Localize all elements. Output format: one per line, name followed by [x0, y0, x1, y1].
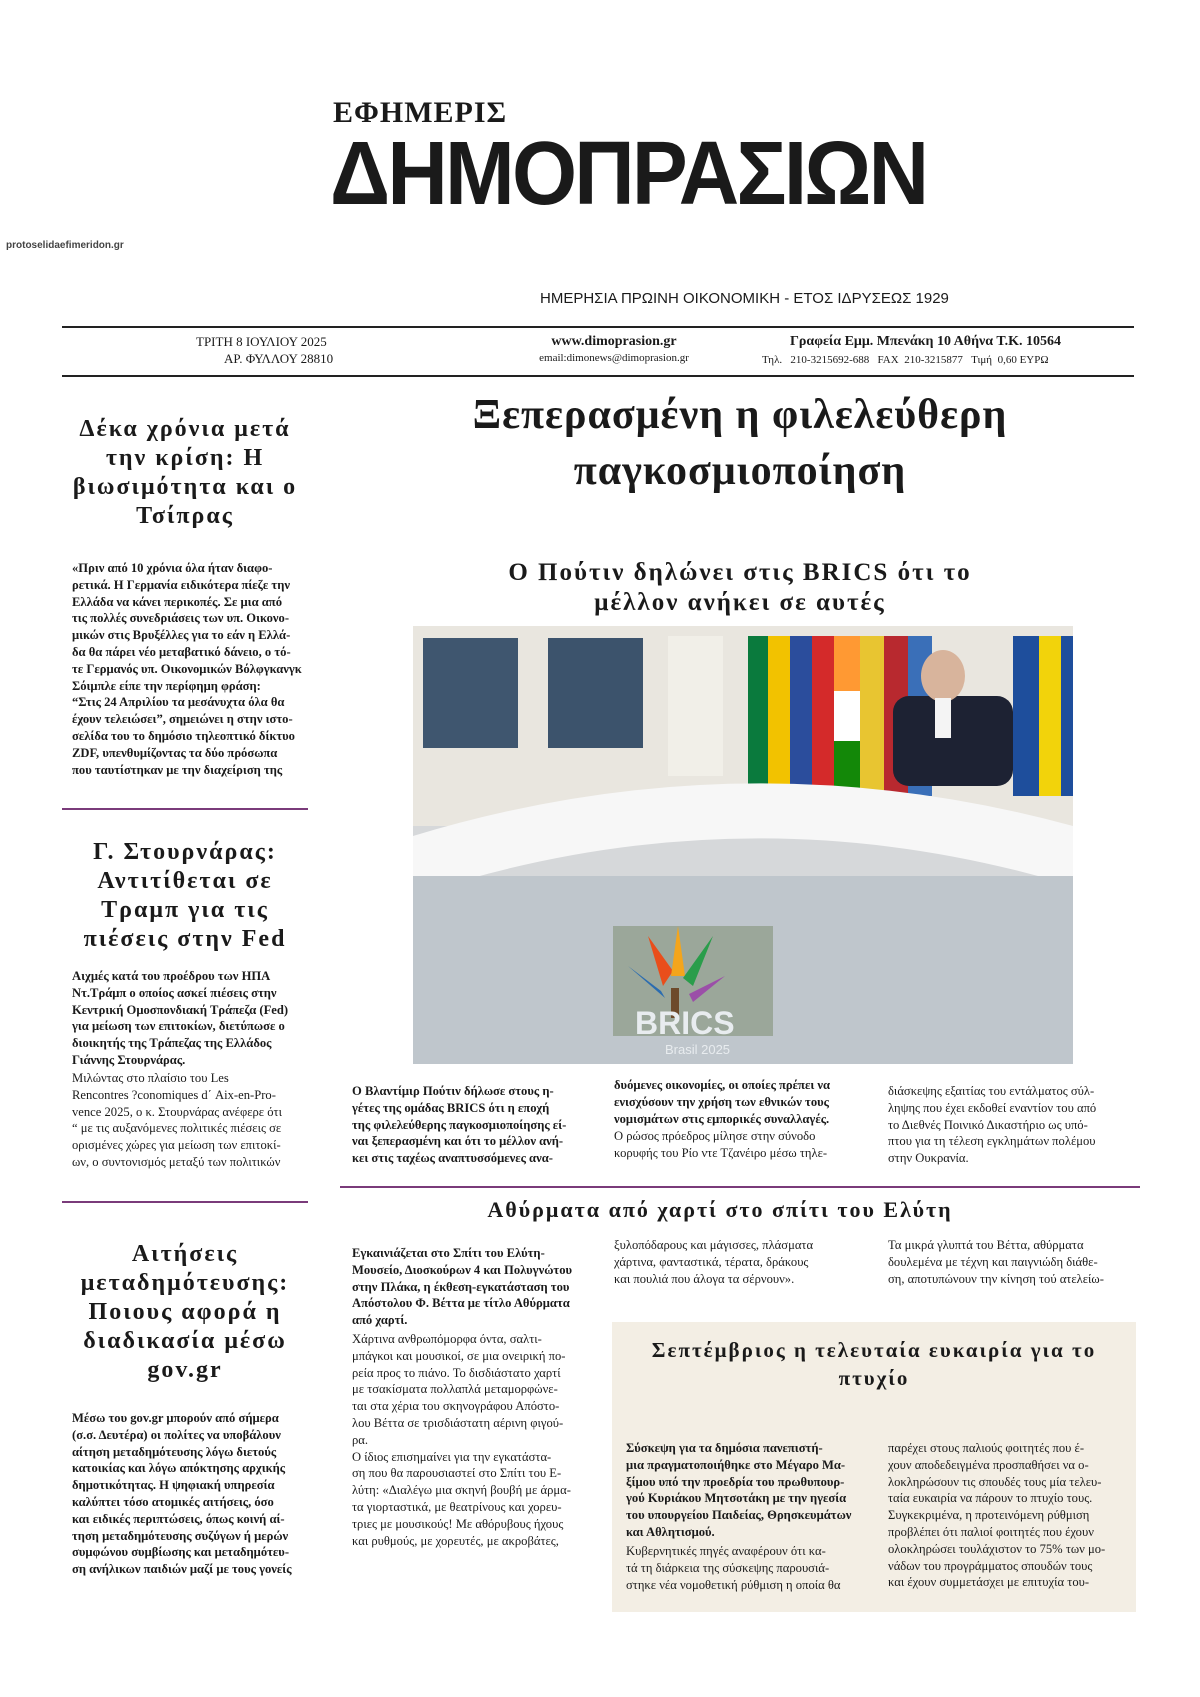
- text-line: για μείωση των επιτοκίων, διετύπωσε ο: [72, 1019, 285, 1034]
- text-line: χάρτινα, φανταστικά, τέρατα, δράκους: [614, 1254, 809, 1269]
- text-line: καλύπτει τόσο ατομικές αιτήσεις, όσο: [72, 1494, 274, 1509]
- text-line: γού Κυριάκου Μητσοτάκη με την ηγεσία: [626, 1491, 847, 1506]
- text-line: λύτη: «Διαλέγω μια σκηνή βουβή με άρμα-: [352, 1483, 571, 1498]
- text-line: και πουλιά που άλογα τα σέρνουν».: [614, 1271, 795, 1286]
- text-line: ZDF, υπενθυμίζοντας τα δύο πρόσωπα: [72, 745, 278, 760]
- text-line: τις πολλές συνεδριάσεις των υπ. Οικονο-: [72, 611, 290, 626]
- office-address: Γραφεία Εμμ. Μπενάκη 10 Αθήνα Τ.Κ. 10564: [790, 334, 1062, 349]
- top-rule: [62, 326, 1134, 328]
- text-line: από χαρτί.: [352, 1313, 408, 1328]
- text-line: τά τη διάρκεια της σύσκεψης παρουσιά-: [626, 1560, 830, 1575]
- text-line: συμφώνου συμβίωσης και μεταδημότευ-: [72, 1545, 290, 1560]
- text-line: μπάγκοι και μουσικοί, σε μια ονειρική πο-: [352, 1348, 566, 1363]
- text-line: κει στις ταχέως αναπτυσσόμενες ανα-: [352, 1151, 553, 1166]
- main-col2-bold: [614, 1077, 860, 1127]
- text-line: Ο ίδιος επισημαίνει για την εγκατάστα-: [352, 1449, 552, 1464]
- text-line: ξίμου υπό την προεδρία του πρωθυπουρ-: [626, 1474, 845, 1489]
- issue-number: ΑΡ. ΦΥΛΛΟΥ 28810: [224, 351, 334, 366]
- text-line: νάδων του προγράμματος σπουδών τους: [888, 1558, 1093, 1573]
- text-line: τα γιορταστικά, με θεατρίνους και χορευ-: [352, 1499, 562, 1514]
- text-line: ση, αποτυπώνουν την κίνηση τού ατελείω-: [888, 1271, 1104, 1286]
- main-col3-body: [888, 1083, 1138, 1167]
- text-line: Σόιμπλε είπε την περίφημη φράση:: [72, 678, 261, 693]
- text-line: Μέσω του gov.gr μπορούν από σήμερα: [72, 1411, 279, 1425]
- text-line: ναι ξεπερασμένη και ότι το μέλλον ανή-: [352, 1134, 564, 1149]
- text-line: και Αθλητισμού.: [626, 1524, 715, 1539]
- text-line: λοκληρώσουν τις σπουδές τους μία τελευ-: [888, 1474, 1102, 1489]
- text-line: νομισμάτων στις εμπορικές συναλλαγές.: [614, 1111, 830, 1126]
- left-divider-1: [62, 808, 308, 810]
- text-line: δημοτικότητας. Η ψηφιακή υπηρεσία: [72, 1478, 275, 1493]
- text-line: έχουν τελειώσει”, σημειώνει η στην ιστο-: [72, 712, 293, 727]
- issue-date: ΤΡΙΤΗ 8 ΙΟΥΛΙΟΥ 2025: [196, 334, 327, 349]
- text-line: ολοκληρώσει τουλάχιστον το 75% των μο-: [888, 1541, 1106, 1556]
- text-line: Γιάννης Στουρνάρας.: [72, 1052, 186, 1067]
- price-label: Τιμή: [971, 354, 993, 366]
- elytis-headline[interactable]: Αθύρματα από χαρτί στο σπίτι του Ελύτη: [487, 1197, 953, 1222]
- text-line: δουλεμένα με τέχνη και παιγνιώδη διάθε-: [888, 1254, 1098, 1269]
- masthead-small-title: ΕΦΗΜΕΡΙΣ: [333, 96, 508, 129]
- text-line: Χάρτινα ανθρωπόμορφα όντα, σαλτι-: [352, 1332, 542, 1346]
- text-line: ορισμένες χώρες για μείωση των επιτοκί-: [72, 1138, 281, 1153]
- main-divider: [340, 1186, 1140, 1188]
- main-subhead[interactable]: Ο Πούτιν δηλώνει στις BRICS ότι το μέλλον ανήκει σε αυτές: [508, 559, 972, 616]
- text-line: ταία ευκαιρία να πάρουν το πτυχίο τους.: [888, 1491, 1093, 1506]
- text-line: γέτες της ομάδας BRICS ότι η εποχή: [352, 1100, 550, 1115]
- left2-body: [72, 1070, 308, 1171]
- text-line: ρεία προς το πιάνο. Το δισδιάστατο χαρτί: [352, 1365, 561, 1380]
- text-line: Απόστολου Φ. Βέττα με τίτλο Αθύρματα: [352, 1296, 570, 1311]
- september-headline[interactable]: Σεπτέμβριος η τελευταία ευκαιρία για το πτυχίο: [651, 1338, 1097, 1390]
- text-line: στην Πλάκα, η έκθεση-εγκατάσταση του: [352, 1279, 570, 1294]
- text-line: ρα.: [352, 1432, 369, 1447]
- september-col1-bold: [626, 1440, 862, 1541]
- text-line: ρετικά. Η Γερμανία ειδικότερα πίεζε την: [72, 577, 290, 592]
- text-line: αίτηση μεταδημότευσης λόγω διετούς: [72, 1444, 277, 1459]
- elytis-col3-body: [888, 1237, 1138, 1287]
- main-col2-body: [614, 1128, 860, 1162]
- main-col1-bold: [352, 1083, 582, 1167]
- text-line: διοικητής της Τράπεζας της Ελλάδος: [72, 1036, 272, 1051]
- email-link[interactable]: email:dimonews@dimoprasion.gr: [539, 352, 689, 364]
- text-line: στηκε νέα νομοθετική ρύθμιση η οποία θα: [626, 1577, 841, 1592]
- text-line: Συγκεκριμένα, η προτεινόμενη ρύθμιση: [888, 1508, 1090, 1523]
- phone-label: Τηλ.: [762, 354, 783, 366]
- text-line: Αιχμές κατά του προέδρου των ΗΠΑ: [72, 969, 271, 983]
- watermark: protoselidaefimeridon.gr: [6, 240, 124, 251]
- text-line: Ο Βλαντίμιρ Πούτιν δήλωσε στους η-: [352, 1084, 554, 1098]
- text-line: στην Ουκρανία.: [888, 1151, 969, 1166]
- text-line: τε Γερμανός υπ. Οικονομικών Βόλφγκανγκ: [72, 661, 302, 676]
- website-link[interactable]: www.dimoprasion.gr: [551, 334, 677, 349]
- text-line: δα θα πάρει νέο μεταβατικό δάνειο, ο τό-: [72, 644, 291, 659]
- text-line: Τα μικρά γλυπτά του Βέττα, αθύρματα: [888, 1238, 1084, 1252]
- masthead-tagline: ΗΜΕΡΗΣΙΑ ΠΡΩΙΝΗ ΟΙΚΟΝΟΜΙΚΗ - ΕΤΟΣ ΙΔΡΥΣΕΩΣ 1929: [540, 290, 949, 307]
- fax-number: 210-3215877: [904, 354, 963, 366]
- text-line: Κεντρική Ομοσπονδιακή Τράπεζα (Fed): [72, 1002, 289, 1017]
- text-line: και ρυθμούς, με χορευτές, με ακροβάτες,: [352, 1533, 559, 1548]
- left3-headline[interactable]: Αιτήσεις μεταδημότευσης: Ποιους αφορά η διαδικασία μέσω gov.gr: [80, 1241, 290, 1383]
- text-line: ενισχύσουν την χρήση των εθνικών τους: [614, 1094, 829, 1109]
- text-line: το Διεθνές Ποινικό Δικαστήριο ως υπό-: [888, 1117, 1088, 1132]
- text-line: της φιλελεύθερης παγκοσμιοποίησης εί-: [352, 1117, 567, 1132]
- text-line: μια πραγματοποιήθηκε στο Μέγαρο Μα-: [626, 1457, 846, 1472]
- text-line: λου Βέττα σε τρισδιάστατη αέρινη φιγού-: [352, 1415, 564, 1430]
- text-line: ση που θα παρουσιαστεί στο Σπίτι του Ε-: [352, 1466, 562, 1481]
- elytis-col2-body: [614, 1237, 860, 1287]
- text-line: που ταυτίστηκαν με την διαχείριση της: [72, 762, 283, 777]
- text-line: του υπουργείου Παιδείας, Θρησκευμάτων: [626, 1508, 852, 1523]
- text-line: ξυλοπόδαρους και μάγισσες, πλάσματα: [614, 1238, 814, 1252]
- fax-label: FAX: [877, 354, 899, 366]
- left3-body-bold: [72, 1410, 308, 1578]
- text-line: σελίδα του το δημόσιο τηλεοπτικό δίκτυο: [72, 728, 295, 743]
- contact-line: [762, 353, 1142, 368]
- text-line: πτου για τη τέλεση εγκλημάτων πολέμου: [888, 1134, 1096, 1149]
- main-headline[interactable]: Ξεπερασμένη η φιλελεύθερη παγκοσμιοποίηση: [472, 392, 1008, 494]
- photo-brics-subtext: Brasil 2025: [665, 1042, 731, 1057]
- text-line: προβλέπει ότι παλιοί φοιτητές που έχουν: [888, 1524, 1094, 1539]
- text-line: δυόμενες οικονομίες, οι οποίες πρέπει να: [614, 1078, 831, 1092]
- text-line: τηση μεταδημότευσης συζύγων ή μερών: [72, 1528, 289, 1543]
- text-line: ων, ο συντονισμός μεταξύ των πολιτικών: [72, 1154, 281, 1169]
- text-line: κορυφής του Ρίο ντε Τζανέιρο μέσω τηλε-: [614, 1145, 828, 1160]
- text-line: Ο ρώσος πρόεδρος μίλησε στην σύνοδο: [614, 1129, 816, 1143]
- text-line: ληψης που έχει εκδοθεί εναντίον του από: [888, 1100, 1097, 1115]
- elytis-col1-bold: [352, 1245, 588, 1329]
- text-line: μικών στις Βρυξέλλες για το εάν η Ελλά-: [72, 628, 291, 643]
- text-line: “Στις 24 Απριλίου τα μεσάνυχτα όλα θα: [72, 695, 285, 710]
- text-line: Rencontres ?conomiques d΄ Aix-en-Pro-: [72, 1087, 276, 1102]
- text-line: Σύσκεψη για τα δημόσια πανεπιστή-: [626, 1441, 823, 1455]
- header-bottom-rule: [62, 375, 1134, 377]
- masthead-title: ΔΗΜΟΠΡΑΣΙΩΝ: [330, 124, 927, 224]
- text-line: διάσκεψης εξαιτίας του εντάλματος σύλ-: [888, 1084, 1095, 1098]
- left1-body: [72, 560, 308, 778]
- text-line: Ελλάδα να κάνει περικοπές. Σε μια από: [72, 594, 282, 609]
- text-line: ση ανήλικων παιδιών μαζί με τους γονείς: [72, 1562, 292, 1577]
- text-line: Μιλώντας στο πλαίσιο του Les: [72, 1071, 229, 1085]
- left1-headline[interactable]: Δέκα χρόνια μετά την κρίση: Η βιωσιμότητα και ο Τσίπρας: [72, 416, 298, 529]
- text-line: και ειδικές περιπτώσεις, όπως κοινή αί-: [72, 1511, 285, 1526]
- september-col2-body: [888, 1440, 1128, 1591]
- elytis-col1-body: [352, 1331, 588, 1549]
- text-line: χουν αποδεδειγμένα προσπαθήσει να ο-: [888, 1457, 1089, 1472]
- main-photo: [413, 626, 1073, 1064]
- text-line: κατοικίας και λόγω απόκτησης αρχικής: [72, 1461, 286, 1476]
- text-line: Ντ.Τράμπ ο οποίος ασκεί πιέσεις στην: [72, 985, 277, 1000]
- text-line: τριες με μουσικούς! Με αθόρυβους ήχους: [352, 1516, 564, 1531]
- text-line: ται στα χέρια του σκηνογράφου Απόστο-: [352, 1399, 560, 1414]
- text-line: και έχουν συμμετάσχει με επιτυχία του-: [888, 1575, 1090, 1590]
- text-line: “ με τις αυξανόμενες πολιτικές πιέσεις σε: [72, 1121, 282, 1136]
- left2-body-bold: [72, 968, 308, 1069]
- phone-number: 210-3215692-688: [790, 354, 870, 366]
- left2-headline[interactable]: Γ. Στουρνάρας: Αντιτίθεται σε Τραμπ για τις πιέσεις στην Fed: [83, 839, 287, 952]
- text-line: Κυβερνητικές πηγές αναφέρουν ότι κα-: [626, 1544, 826, 1558]
- text-line: Μουσείο, Διοσκούρων 4 και Πολυγνώτου: [352, 1262, 573, 1277]
- text-line: «Πριν από 10 χρόνια όλα ήταν διαφο-: [72, 561, 273, 575]
- text-line: παρέχει στους παλιούς φοιτητές που έ-: [888, 1441, 1085, 1455]
- text-line: με τσακίσματα πολλαπλά μεταμορφώνε-: [352, 1382, 558, 1397]
- brics-summit-photo: [413, 626, 1073, 1064]
- price: 0,60 ΕΥΡΩ: [997, 354, 1049, 366]
- left-divider-2: [62, 1201, 308, 1203]
- september-col1-body: [626, 1543, 862, 1593]
- text-line: vence 2025, ο κ. Στουρνάρας ανέφερε ότι: [72, 1104, 282, 1119]
- text-line: Εγκαινιάζεται στο Σπίτι του Ελύτη-: [352, 1246, 545, 1260]
- text-line: (σ.σ. Δευτέρα) οι πολίτες να υποβάλουν: [72, 1427, 281, 1442]
- photo-brics-text: BRICS: [635, 1005, 735, 1041]
